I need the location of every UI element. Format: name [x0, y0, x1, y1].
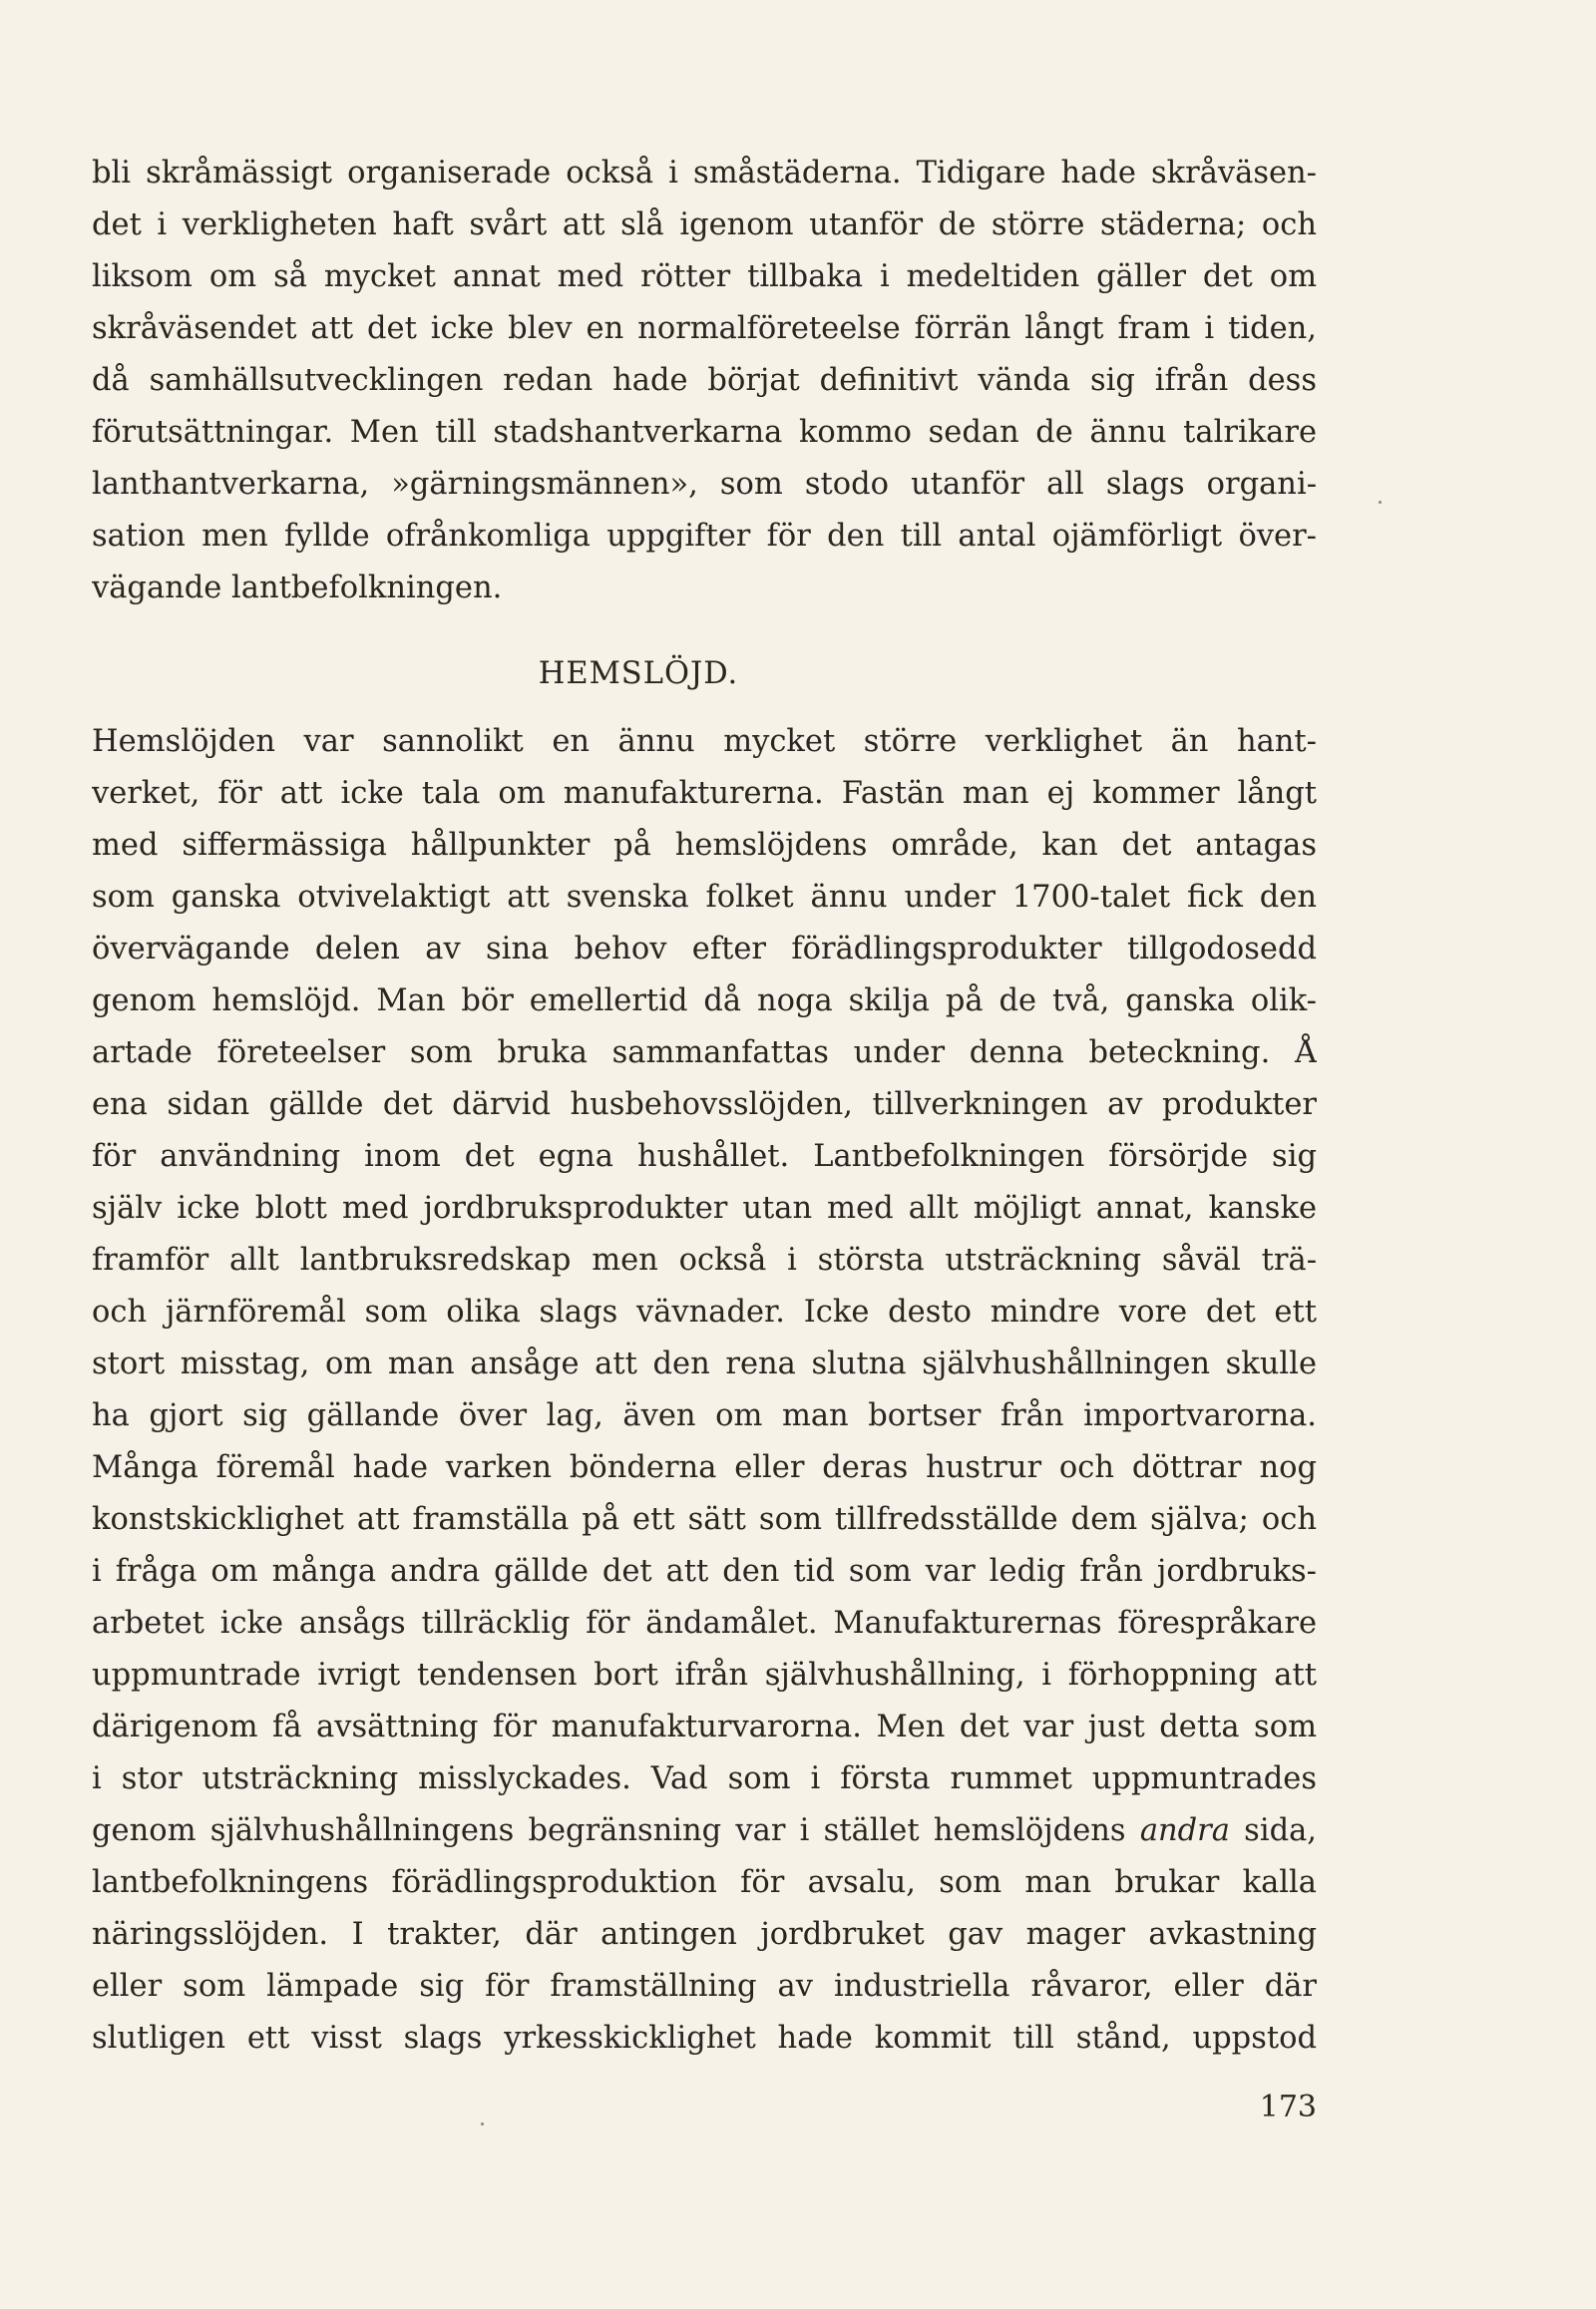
text-line: med siffermässiga hållpunkter på hemslöjdens område, kan det antagas	[92, 828, 1317, 863]
paragraph-2	[92, 716, 1317, 2065]
text-line: stort misstag, om man ansåge att den rena slutna självhushållningen skulle	[92, 1347, 1317, 1381]
text-line-with-italic	[92, 1805, 1317, 1857]
text-line: ena sidan gällde det därvid husbehovsslöjden, tillverkningen av produkter	[92, 1087, 1317, 1122]
text-line: arbetet icke ansågs tillräcklig för ändamålet. Manufakturernas förespråkare	[92, 1606, 1317, 1641]
text-line: uppmuntrade ivrigt tendensen bort ifrån självhushållning, i förhoppning att	[92, 1658, 1317, 1693]
text-line: därigenom få avsättning för manufakturvarorna. Men det var just detta som	[92, 1710, 1317, 1744]
text-line: för användning inom det egna hushållet. Lantbefolkningen försörjde sig	[92, 1139, 1317, 1174]
page-number: 173	[1259, 2090, 1317, 2124]
text-line: Hemslöjden var sannolikt en ännu mycket större verklighet än hant-	[92, 724, 1317, 759]
text-line: övervägande delen av sina behov efter förädlingsprodukter tillgodosedd	[92, 932, 1317, 966]
text-line: liksom om så mycket annat med rötter tillbaka i medeltiden gäller det om	[92, 259, 1317, 294]
italic-word: andra	[1139, 1813, 1230, 1848]
text-line: genom hemslöjd. Man bör emellertid då noga skilja på de två, ganska olik-	[92, 983, 1317, 1018]
text-line: och järnföremål som olika slags vävnader. Icke desto mindre vore det ett	[92, 1295, 1317, 1330]
section-heading: HEMSLÖJD.	[538, 656, 739, 691]
paragraph-1	[92, 148, 1317, 614]
text-line: själv icke blott med jordbruksprodukter utan med allt möjligt annat, kanske	[92, 1191, 1317, 1226]
text-line: eller som lämpade sig för framställning av industriella råvaror, eller där	[92, 1969, 1317, 2004]
paper-speck	[1379, 501, 1382, 504]
text-line: sation men fyllde ofrånkomliga uppgifter för den till antal ojämförligt över-	[92, 519, 1317, 554]
text-line: skråväsendet att det icke blev en normalföreteelse förrän långt fram i tiden,	[92, 311, 1317, 346]
paper-speck	[481, 2122, 484, 2125]
text-line: i fråga om många andra gällde det att den tid som var ledig från jordbruks-	[92, 1554, 1317, 1589]
text-line: lantbefolkningens förädlingsproduktion för avsalu, som man brukar kalla	[92, 1865, 1317, 1900]
text-line: det i verkligheten haft svårt att slå igenom utanför de större städerna; och	[92, 207, 1317, 242]
text-line: förutsättningar. Men till stadshantverkarna kommo sedan de ännu talrikare	[92, 415, 1317, 450]
text-line: då samhällsutvecklingen redan hade börjat definitivt vända sig ifrån dess	[92, 363, 1317, 398]
text-line: i stor utsträckning misslyckades. Vad som i första rummet uppmuntrades	[92, 1761, 1317, 1796]
text-line: artade företeelser som bruka sammanfattas under denna beteckning. Å	[92, 1035, 1317, 1070]
text-line: verket, för att icke tala om manufakturerna. Fastän man ej kommer långt	[92, 776, 1317, 811]
text-line: näringsslöjden. I trakter, där antingen jordbruket gav mager avkastning	[92, 1917, 1317, 1952]
text-line: framför allt lantbruksredskap men också i största utsträckning såväl trä-	[92, 1243, 1317, 1278]
text-line: slutligen ett visst slags yrkesskicklighet hade kommit till stånd, uppstod	[92, 2021, 1317, 2056]
text-fragment: sida,	[1229, 1813, 1317, 1848]
text-line: som ganska otvivelaktigt att svenska folket ännu under 1700-talet fick den	[92, 880, 1317, 915]
text-line: konstskicklighet att framställa på ett sätt som tillfredsställde dem själva; och	[92, 1502, 1317, 1537]
text-line: Många föremål hade varken bönderna eller deras hustrur och döttrar nog	[92, 1450, 1317, 1485]
text-line: vägande lantbefolkningen.	[92, 571, 503, 605]
text-line: lanthantverkarna, »gärningsmännen», som stodo utanför all slags organi-	[92, 467, 1317, 502]
text-line: ha gjort sig gällande över lag, även om man bortser från importvarorna.	[92, 1398, 1317, 1433]
text-fragment: genom självhushållningens begränsning var i stället hemslöjdens	[92, 1813, 1140, 1848]
text-line: bli skråmässigt organiserade också i småstäderna. Tidigare hade skråväsen-	[92, 156, 1317, 191]
